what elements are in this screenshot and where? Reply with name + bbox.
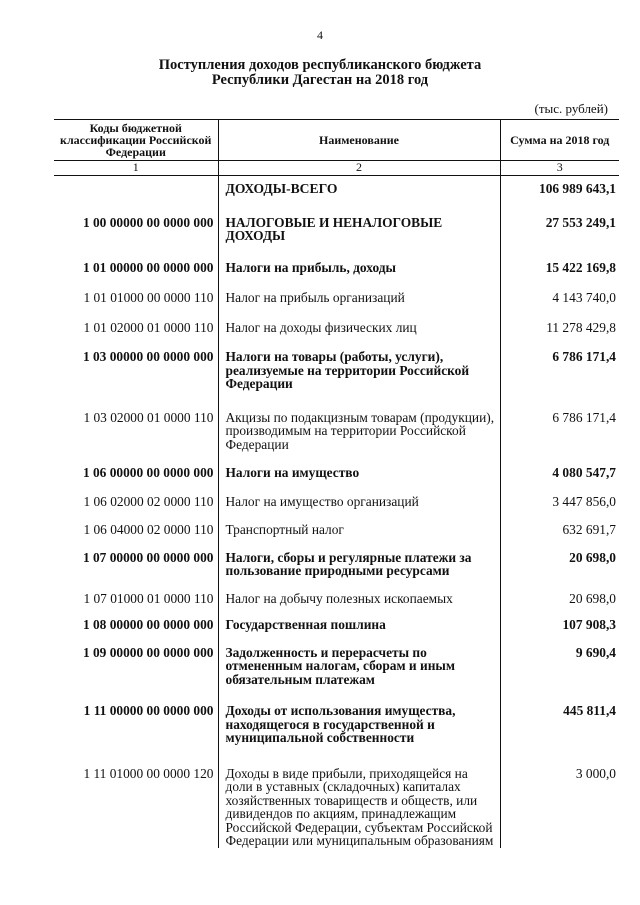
column-number-2: 2 (218, 161, 500, 176)
cell-amount: 107 908,3 (562, 617, 616, 632)
page-number: 4 (317, 28, 323, 42)
cell-name: Задолженность и перерасчеты по отмененным налогам, сборам и иным обязательным платежам (218, 632, 500, 687)
cell-code: 1 07 00000 00 0000 000 (54, 537, 218, 578)
cell-amount: 6 786 171,4 (552, 409, 616, 425)
cell-code: 1 11 01000 00 0000 120 (54, 745, 218, 848)
table-row (54, 196, 619, 243)
header-amount: Сумма на 2018 год (500, 120, 619, 161)
cell-name: Доходы в виде прибыли, приходящейся на доли в уставных (складочных) капиталах хозяйственных товариществ и обществ, или дивидендов по акциям, принадлежащим Российской Федерации, субъектам Российской Федерации или муниципальным образованиям (218, 745, 500, 848)
table-row (54, 508, 619, 537)
cell-name: Доходы от использования имущества, находящегося в государственной и муниципальной собственности (218, 686, 500, 745)
cell-name: ДОХОДЫ-ВСЕГО (218, 176, 500, 196)
cell-name: Налог на добычу полезных ископаемых (218, 578, 500, 606)
cell-amount: 632 691,7 (562, 522, 616, 537)
cell-code: 1 01 01000 00 0000 110 (54, 274, 218, 305)
cell-name: Налоги на имущество (218, 451, 500, 480)
cell-amount: 4 143 740,0 (552, 290, 616, 305)
cell-name: Налоги на товары (работы, услуги), реализуемые на территории Российской Федерации (218, 334, 500, 391)
cell-name: Государственная пошлина (218, 605, 500, 632)
column-number-3: 3 (500, 161, 619, 176)
header-code: Коды бюджетной классификации Российской Федерации (54, 120, 218, 161)
cell-amount: 15 422 169,8 (545, 259, 616, 275)
cell-code: 1 03 02000 01 0000 110 (54, 391, 218, 452)
cell-code: 1 08 00000 00 0000 000 (54, 605, 218, 632)
cell-name: Налог на имущество организаций (218, 480, 500, 509)
table-row (54, 243, 619, 275)
cell-amount: 3 447 856,0 (552, 493, 616, 509)
table-row (54, 605, 619, 632)
cell-name: Налоги на прибыль, доходы (218, 243, 500, 275)
table-row (54, 537, 619, 578)
cell-amount: 445 811,4 (563, 703, 616, 718)
table-row (54, 391, 619, 452)
cell-name: Налог на доходы физических лиц (218, 305, 500, 335)
title-line-1: Поступления доходов республиканского бюджета (158, 57, 482, 73)
cell-code: 1 07 01000 01 0000 110 (54, 578, 218, 606)
cell-amount: 3 000,0 (575, 765, 616, 781)
cell-amount: 6 786 171,4 (552, 349, 616, 364)
table-row (54, 632, 619, 687)
cell-code: 1 00 00000 00 0000 000 (54, 196, 218, 243)
cell-code: 1 11 00000 00 0000 000 (54, 686, 218, 745)
cell-name: Акцизы по подакцизным товарам (продукции), производимым на территории Российской Федерации (218, 391, 500, 452)
table-row (54, 578, 619, 606)
table-row (54, 686, 619, 745)
table-body (54, 176, 619, 848)
cell-amount: 106 989 643,1 (539, 181, 616, 196)
table-row (54, 480, 619, 509)
revenue-table-container (54, 119, 619, 848)
cell-code: 1 09 00000 00 0000 000 (54, 632, 218, 687)
cell-name: НАЛОГОВЫЕ И НЕНАЛОГОВЫЕ ДОХОДЫ (218, 196, 500, 243)
title-line-2: Республики Дагестан на 2018 год (211, 72, 429, 88)
cell-amount: 9 690,4 (575, 644, 616, 660)
cell-code: 1 06 00000 00 0000 000 (54, 451, 218, 480)
table-row (54, 745, 619, 848)
table-row (54, 274, 619, 305)
cell-amount: 27 553 249,1 (545, 214, 616, 230)
header-name: Наименование (218, 120, 500, 161)
cell-amount: 20 698,0 (569, 549, 616, 565)
cell-code: 1 06 04000 02 0000 110 (54, 508, 218, 537)
revenue-table (54, 119, 619, 848)
units-label: (тыс. рублей) (534, 101, 608, 116)
table-row (54, 305, 619, 335)
cell-name: Транспортный налог (218, 508, 500, 537)
document-title (0, 58, 640, 88)
table-header-row (54, 120, 619, 161)
cell-code: 1 01 02000 01 0000 110 (54, 305, 218, 335)
cell-code: 1 06 02000 02 0000 110 (54, 480, 218, 509)
table-row (54, 176, 619, 196)
cell-amount: 11 278 429,8 (546, 319, 616, 335)
cell-name: Налог на прибыль организаций (218, 274, 500, 305)
cell-amount: 20 698,0 (569, 590, 616, 606)
cell-name: Налоги, сборы и регулярные платежи за пользование природными ресурсами (218, 537, 500, 578)
table-row (54, 451, 619, 480)
column-number-row (54, 161, 619, 176)
cell-code (54, 176, 218, 196)
column-number-1: 1 (54, 161, 218, 176)
cell-amount: 4 080 547,7 (552, 465, 616, 480)
cell-code: 1 03 00000 00 0000 000 (54, 334, 218, 391)
table-row (54, 334, 619, 391)
cell-code: 1 01 00000 00 0000 000 (54, 243, 218, 275)
